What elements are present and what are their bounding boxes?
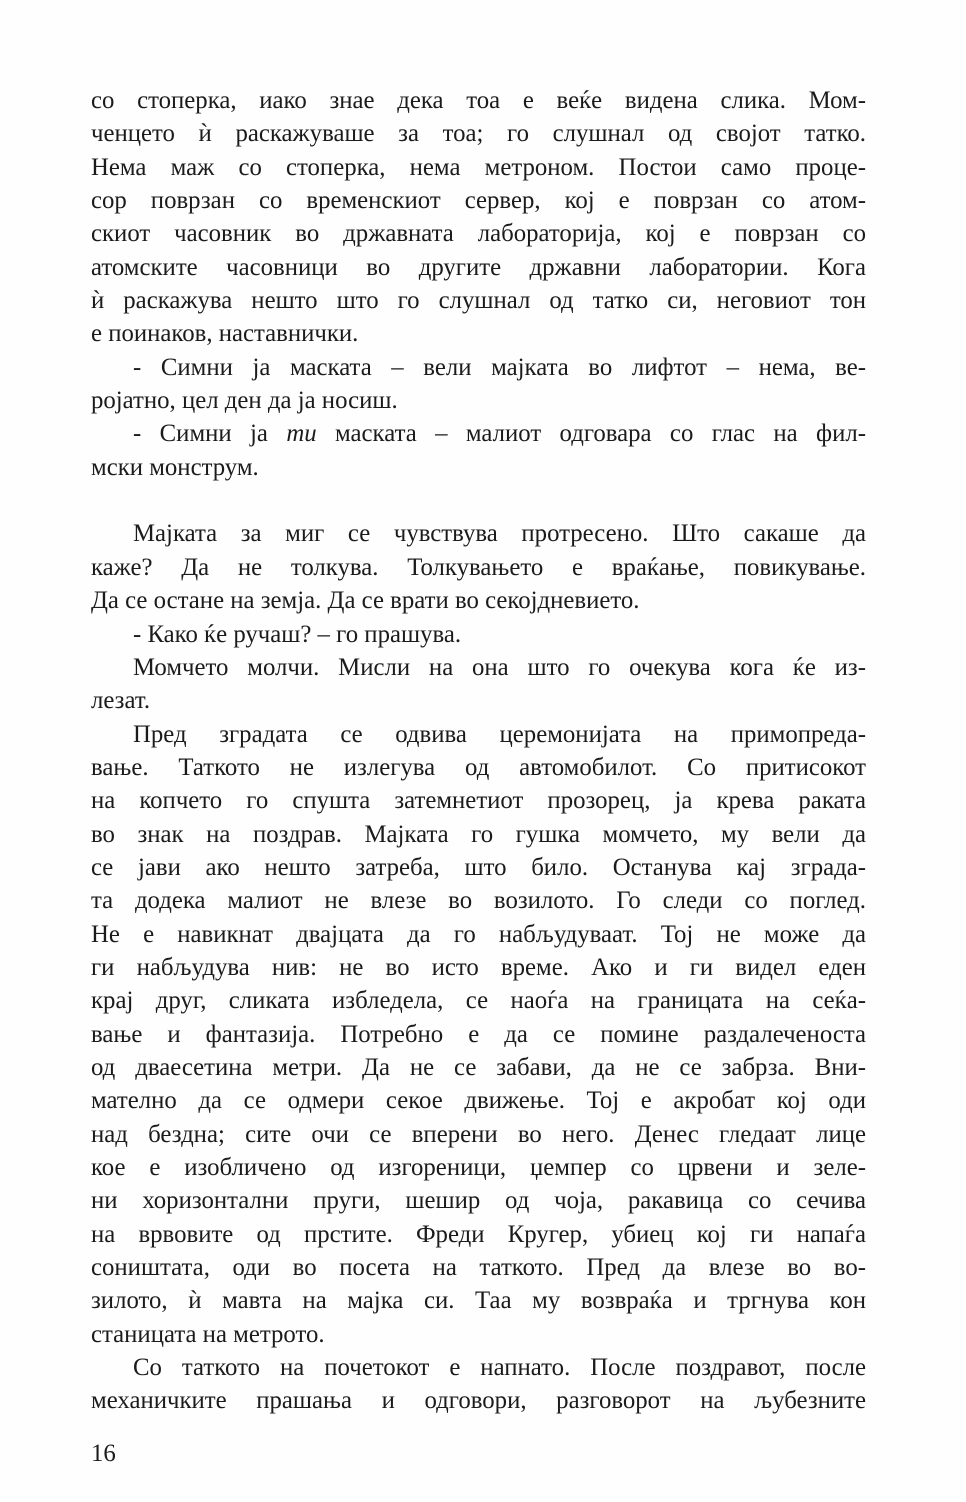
- paragraph: [91, 84, 866, 351]
- text-line: соништата, оди во посета на таткото. Пред да влезе во во-: [91, 1254, 866, 1282]
- paragraph-spacer: [91, 484, 866, 517]
- text-line: е поинаков, наставнички.: [91, 320, 359, 348]
- text-line: во знак на поздрав. Мајката го гушка момчето, му вели да: [91, 820, 866, 848]
- text-line: зилото, ѝ мавта на мајка си. Таа му возвраќа и тргнува кон: [91, 1287, 866, 1315]
- text-line: Нема маж со стоперка, нема метроном. Постои само проце-: [91, 153, 866, 181]
- text-line: ни хоризонтални пруги, шешир од чоја, ракавица со сечива: [91, 1187, 866, 1215]
- text-line: ги набљудува нив: не во исто време. Ако и ги видел еден: [91, 953, 866, 981]
- text-line: механичките прашања и одговори, разговорот на љубезните: [91, 1387, 866, 1415]
- text-line: кое е изобличено од изгореници, џемпер со црвени и зеле-: [91, 1154, 866, 1181]
- text-line: вање. Таткото не излегува од автомобилот. Со притисокот: [91, 753, 866, 781]
- text-line: скиот часовник во државната лабораторија, кој е поврзан со: [91, 220, 866, 248]
- text-line: Со таткото на почетокот е напнато. После поздравот, после: [133, 1354, 866, 1382]
- text-line: - Како ќе ручаш? – го прашува.: [133, 620, 462, 648]
- text-line: каже? Да не толкува. Толкувањето е враќање, повикување.: [91, 553, 866, 581]
- text-line: крај друг, сликата избледела, се наоѓа на границата на сеќа-: [91, 987, 866, 1015]
- text-line: атомските часовници во другите државни лаборатории. Кога: [91, 253, 866, 281]
- text-block: [91, 84, 866, 1418]
- text-segment: маската – малиот одговара со глас на фил-: [316, 420, 866, 448]
- text-line: Пред зградата се одвива церемонијата на примопреда-: [133, 720, 866, 748]
- text-line: со стоперка, иако знае дека тоа е веќе видена слика. Мом-: [91, 87, 866, 114]
- text-line: над бездна; сите очи се вперени во него. Денес гледаат лице: [91, 1120, 866, 1148]
- text-line: мателно да се одмери секое движење. Тој е акробат кој оди: [91, 1087, 866, 1115]
- paragraph-dialogue: [91, 417, 866, 484]
- text-line: ченцето ѝ раскажуваше за тоа; го слушнал од својот татко.: [91, 120, 866, 148]
- text-line: вање и фантазија. Потребно е да се помине раздалеченоста: [91, 1020, 866, 1048]
- page-number: 16: [91, 1440, 116, 1467]
- text-line: - Симни ја маската – вели мајката во лифтот – нема, ве-: [133, 353, 866, 381]
- text-line: Мајката за миг се чувствува протресено. Што сакаше да: [133, 520, 866, 548]
- text-line: лезат.: [91, 687, 151, 715]
- text-segment-italic: ти: [286, 420, 317, 448]
- paragraph: [91, 718, 866, 1352]
- text-line: станицата на метрото.: [91, 1320, 325, 1348]
- paragraph: [91, 1351, 866, 1418]
- text-line: [91, 417, 866, 450]
- text-line: та додека малиот не влезе во возилото. Го следи со поглед.: [91, 887, 866, 915]
- paragraph-dialogue: [91, 618, 866, 651]
- text-line: ројатно, цел ден да ја носиш.: [91, 387, 398, 415]
- text-line: на копчето го спушта затемнетиот прозорец, ја крева раката: [91, 787, 866, 815]
- text-line: се јави ако нешто затреба, што било. Останува кај зграда-: [91, 853, 866, 881]
- text-line: мски монструм.: [91, 453, 259, 481]
- text-line: ѝ раскажува нешто што го слушнал од татко си, неговиот тон: [91, 287, 866, 315]
- paragraph-dialogue: [91, 351, 866, 418]
- text-line: сор поврзан со временскиот сервер, кој е поврзан со атом-: [91, 187, 866, 215]
- paragraph: [91, 651, 866, 718]
- text-line: Не е навикнат двајцата да го набљудуваат. Тој не може да: [91, 920, 866, 948]
- text-line: на врвовите од прстите. Фреди Кругер, убиец кој ги напаѓа: [91, 1220, 866, 1248]
- paragraph: [91, 517, 866, 617]
- text-line: Момчето молчи. Мисли на она што го очекува кога ќе из-: [133, 653, 866, 681]
- text-segment: - Симни ја: [133, 420, 287, 448]
- text-line: од дваесетина метри. Да не се забави, да не се забрза. Вни-: [91, 1053, 866, 1081]
- text-line: Да се остане на земја. Да се врати во секојдневието.: [91, 587, 640, 615]
